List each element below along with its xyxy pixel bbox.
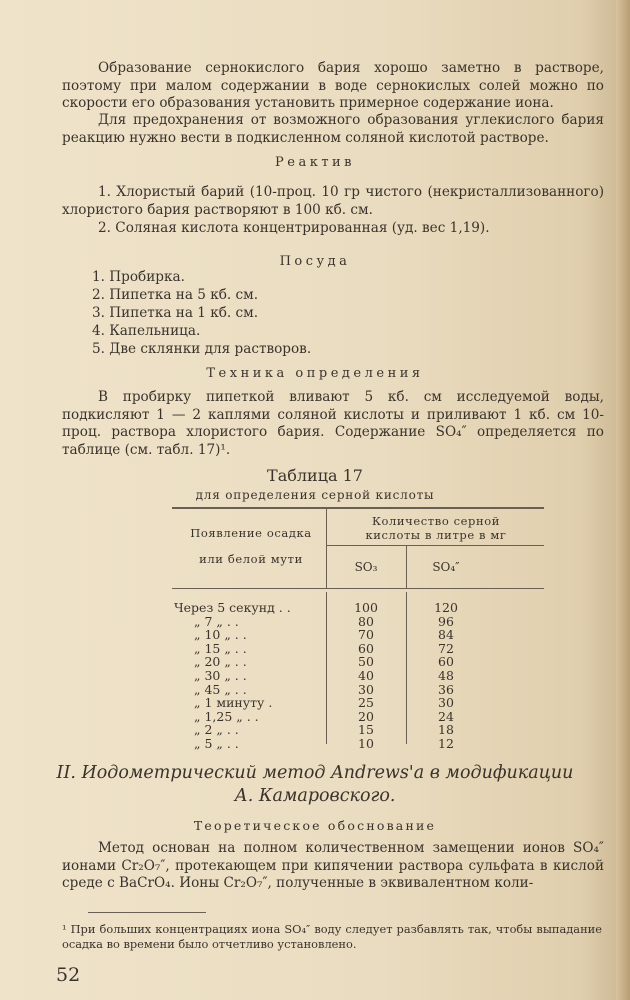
glassware-item: 2. Пипетка на 5 кб. см.	[92, 287, 259, 303]
table-group-rule	[326, 545, 544, 546]
paragraph-method: Метод основан на полном количественном замещении ионов SO₄″ ионами Cr₂O₇″, протекающем при кипячении раствора сульфата в кислой среде с BaCrO₄. Ионы Cr₂O₇″, полученные в эквивалентном коли-	[62, 840, 604, 892]
heading-reagents: Реактив	[275, 155, 355, 170]
section-title: II. Иодометрический метод Andrews'а в модификации	[56, 763, 574, 783]
glassware-item: 1. Пробирка.	[92, 269, 185, 285]
table-cell-so4: 96	[438, 613, 454, 629]
table-cell-so3: 30	[358, 681, 374, 697]
table-cell-so3: 10	[358, 736, 374, 751]
table-cell-so4: 48	[438, 668, 454, 683]
section-subheading: Теоретическое обоснование	[193, 818, 437, 833]
table-column-rule	[326, 508, 327, 588]
heading-technique: Техника определения	[206, 366, 424, 381]
table-cell-time: „ 2 „ . .	[194, 722, 239, 738]
table-group-header: кислоты в литре в мг	[365, 528, 507, 542]
page-number: 52	[56, 964, 81, 986]
table-cell-so4: 60	[438, 654, 454, 670]
table-cell-so3: 100	[354, 600, 378, 615]
table-cell-so4: 30	[438, 695, 454, 711]
heading-glassware: Посуда	[279, 254, 351, 269]
table-cell-so4: 84	[438, 627, 454, 643]
table-col1-header: или белой мути	[199, 552, 303, 566]
table-subtitle: для определения серной кислоты	[195, 488, 435, 502]
table-cell-so3: 80	[358, 613, 374, 629]
table-cell-time: „ 30 „ . .	[194, 668, 247, 683]
reagent-item-2: 2. Соляная кислота концентрированная (уд. вес 1,19).	[98, 220, 490, 236]
table-cell-so4: 24	[438, 708, 454, 724]
table-cell-so3: 70	[358, 627, 374, 643]
paragraph-barium-sulfate: Образование сернокислого бария хорошо заметно в растворе, поэтому при малом содержании в воде сернокислых солей можно по скорости его образования установить примерное содержание иона.	[62, 60, 604, 112]
table-col2-header: SO₃	[354, 560, 378, 574]
table-cell-so3: 60	[358, 640, 374, 656]
reagent-item-1: 1. Хлористый барий (10-проц. 10 гр чистого (некристаллизованного) хлористого бария растворяют в 100 кб. см.	[62, 184, 604, 218]
table-cell-so4: 12	[438, 736, 454, 751]
table-col1-header: Появление осадка	[190, 526, 312, 540]
table-title: Таблица 17	[267, 466, 363, 485]
footnote: ¹ При больших концентрациях иона SO₄″ воду следует разбавлять так, чтобы выпадание осадка во времени было отчетливо установлено.	[62, 922, 602, 951]
table-top-rule	[172, 507, 544, 509]
table-cell-time: „ 15 „ . .	[194, 640, 247, 656]
table-cell-so3: 40	[358, 668, 374, 683]
footnote-rule	[88, 912, 206, 913]
table-cell-so3: 50	[358, 654, 374, 670]
table-cell-so3: 25	[358, 695, 374, 711]
section-title: А. Камаровского.	[234, 786, 396, 806]
glassware-item: 4. Капельница.	[92, 323, 201, 339]
table-col3-header: SO₄″	[432, 560, 460, 574]
table-cell-time: „ 1 минуту .	[194, 695, 273, 711]
table-cell-so4: 18	[438, 722, 454, 738]
glassware-list	[92, 268, 311, 358]
table-cell-time: „ 5 „ . .	[194, 736, 239, 751]
glassware-item: 3. Пипетка на 1 кб. см.	[92, 305, 259, 321]
table-cell-so4: 36	[438, 681, 454, 697]
paragraph-acid-protection: Для предохранения от возможного образования углекислого бария реакцию нужно вести в подкисленном соляной кислотой растворе.	[62, 112, 604, 146]
table-cell-so4: 72	[438, 640, 454, 656]
table-cell-time: „ 1,25 „ . .	[194, 708, 259, 724]
glassware-item: 5. Две склянки для растворов.	[92, 341, 312, 357]
table-group-header: Количество серной	[371, 514, 501, 528]
table-cell-so3: 15	[358, 722, 374, 738]
table-cell-so3: 20	[358, 708, 374, 724]
table-cell-time: Через 5 секунд . .	[174, 600, 291, 615]
table-cell-so4: 120	[434, 600, 458, 615]
table-header-rule	[172, 588, 544, 589]
table-cell-time: „ 20 „ . .	[194, 654, 247, 670]
table-cell-time: „ 45 „ . .	[194, 681, 247, 697]
table-cell-time: „ 7 „ . .	[194, 613, 239, 629]
paragraph-technique: В пробирку пипеткой вливают 5 кб. см исследуемой воды, подкисляют 1 — 2 каплями соляной кислоты и приливают 1 кб. см 10-проц. раствора хлористого бария. Содержание SO₄″ определяется по таблице (см. табл. 17)¹.	[62, 389, 604, 458]
table-cell-time: „ 10 „ . .	[194, 627, 247, 643]
